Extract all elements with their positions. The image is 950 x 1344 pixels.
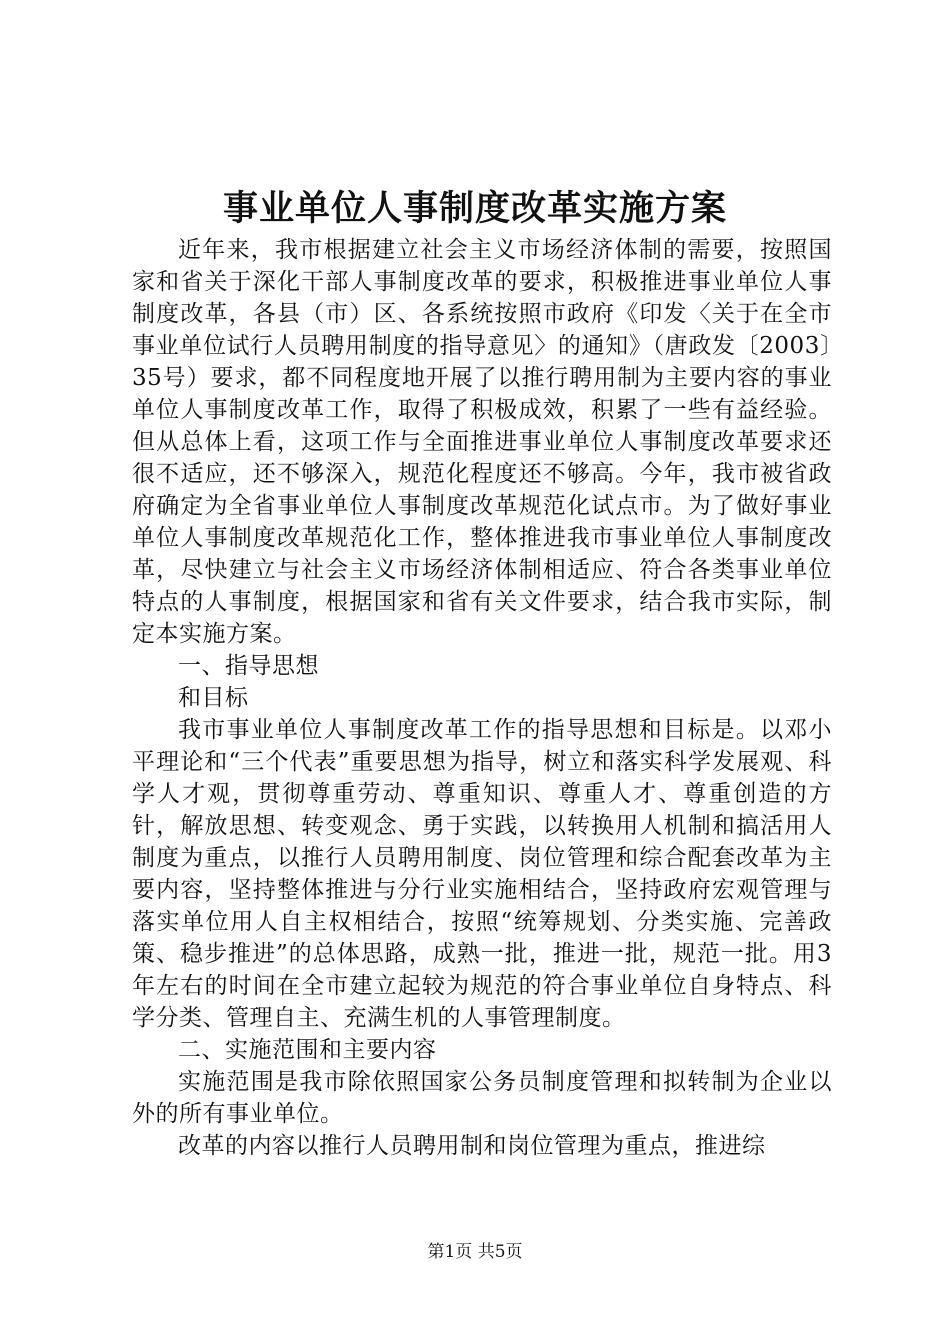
intro-paragraph: 近年来，我市根据建立社会主义市场经济体制的需要，按照国家和省关于深化干部人事制度改革的要求，积极推进事业单位人事制度改革，各县（市）区、各系统按照市政府《印发〈关于在全市事业单位试行人员聘用制度的指导意见〉的通知》（唐政发〔2003〕35号）要求，都不同程度地开展了以推行聘用制为主要内容的事业单位人事制度改革工作，取得了积极成效，积累了一些有益经验。但从总体上看，这项工作与全面推进事业单位人事制度改革要求还很不适应，还不够深入，规范化程度还不够高。今年，我市被省政府确定为全省事业单位人事制度改革规范化试点市。为了做好事业单位人事制度改革规范化工作，整体推进我市事业单位人事制度改革，尽快建立与社会主义市场经济体制相适应、符合各类事业单位特点的人事制度，根据国家和省有关文件要求，结合我市实际，制定本实施方案。 [132, 237, 832, 647]
section-heading-guiding-thought: 一、指导思想 [178, 653, 319, 679]
scope-paragraph: 实施范围是我市除依照国家公务员制度管理和拟转制为企业以外的所有事业单位。 [132, 1069, 832, 1127]
content-paragraph: 改革的内容以推行人员聘用制和岗位管理为重点，推进综 [178, 1133, 766, 1159]
document-title: 事业单位人事制度改革实施方案 [222, 188, 727, 229]
guiding-thought-paragraph: 我市事业单位人事制度改革工作的指导思想和目标是。以邓小平理论和“三个代表”重要思想为指导，树立和落实科学发展观、科学人才观，贯彻尊重劳动、尊重知识、尊重人才、尊重创造的方针，解放思想、转变观念、勇于实践，以转换用人机制和搞活用人制度为重点，以推行人员聘用制度、岗位管理和综合配套改革为主要内容，坚持整体推进与分行业实施相结合，坚持政府宏观管理与落实单位用人自主权相结合，按照“统筹规划、分类实施、完善政策、稳步推进”的总体思路，成熟一批，推进一批，规范一批。用3年左右的时间在全市建立起较为规范的符合事业单位自身特点、科学分类、管理自主、充满生机的人事管理制度。 [132, 717, 832, 1031]
section-heading-continuation: 和目标 [178, 685, 249, 711]
section-heading-scope: 二、实施范围和主要内容 [178, 1037, 437, 1063]
document-body [132, 234, 832, 1162]
page-number-footer: 第1页 共5页 [427, 1242, 523, 1262]
